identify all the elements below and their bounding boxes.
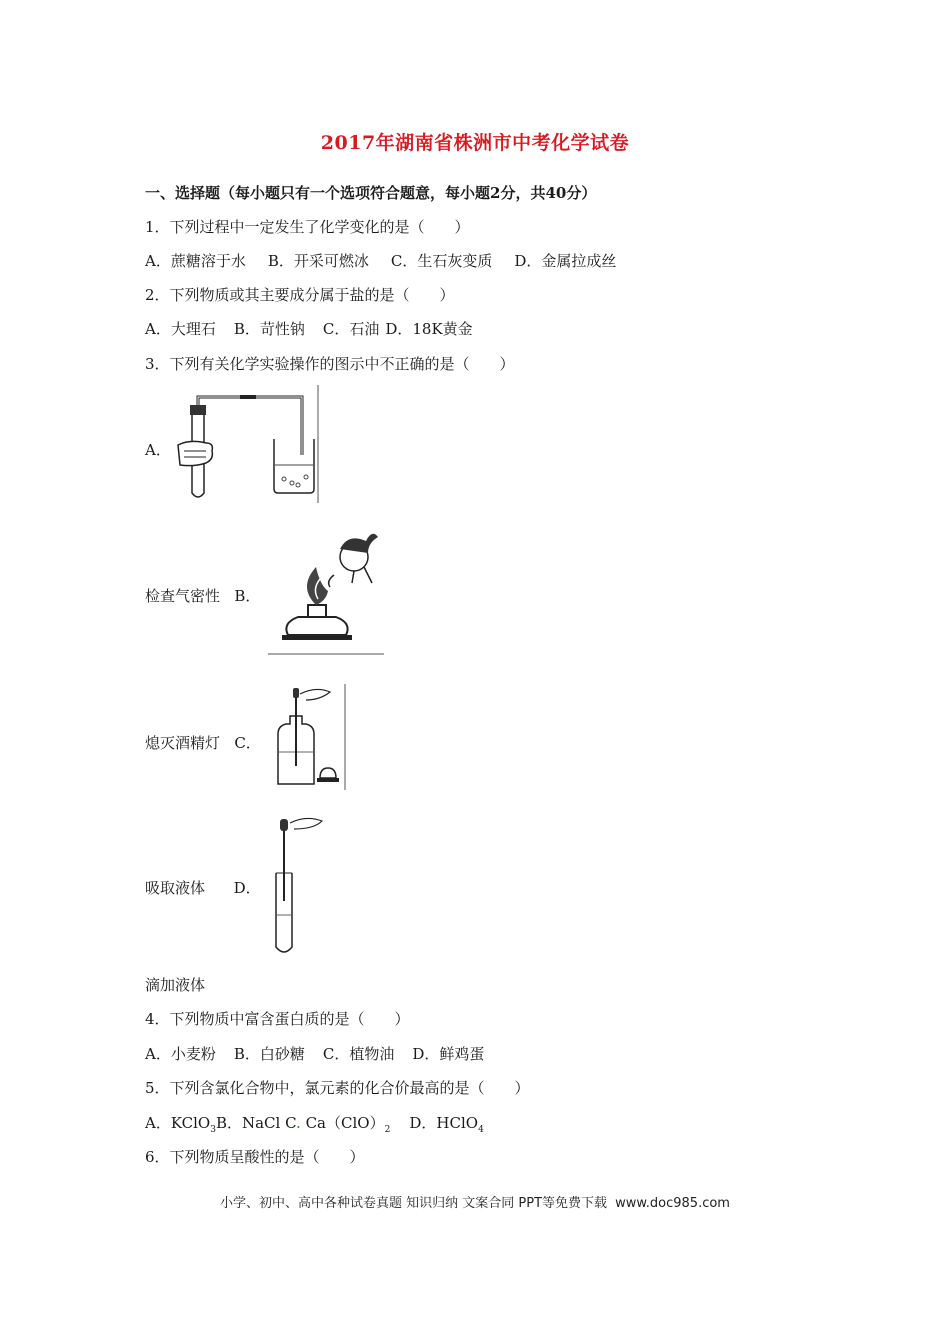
figure-dropper-bottle: [270, 684, 348, 792]
q5-option-d-text: D．HClO: [409, 1114, 479, 1132]
q2-option-c: C．石油: [322, 320, 380, 338]
question-1-options: [145, 251, 638, 271]
q1-option-d: D．金属拉成丝: [514, 252, 617, 270]
q4-option-d: D．鲜鸡蛋: [412, 1045, 485, 1063]
q3-caption-c-text: 吸取液体: [145, 879, 206, 897]
q5-option-a-text: A．KClO: [145, 1114, 211, 1132]
q1-option-b: B．开采可燃冰: [267, 252, 369, 270]
q4-option-c: C．植物油: [322, 1045, 395, 1063]
q4-option-b: B．白砂糖: [233, 1045, 305, 1063]
question-1-stem: 1．下列过程中一定发生了化学变化的是（ ）: [145, 218, 470, 236]
q1-option-c: C．生石灰变质: [390, 252, 493, 270]
page-footer: [0, 1192, 950, 1211]
q5-option-a-sub: 3: [210, 1125, 216, 1135]
q5-option-d: [409, 1114, 484, 1135]
q5-option-c-dot: .: [296, 1114, 301, 1132]
q4-option-a: A．小麦粉: [145, 1045, 216, 1063]
question-6-stem: 6．下列物质呈酸性的是（ ）: [145, 1148, 365, 1166]
q3-caption-d: 滴加液体: [145, 976, 206, 994]
q5-option-d-sub: 4: [478, 1125, 484, 1135]
q5-option-c: [300, 1114, 391, 1135]
q1-option-a: A．蔗糖溶于水: [145, 252, 246, 270]
q3-caption-b-text: 熄灭酒精灯: [145, 734, 221, 752]
question-4-options: [145, 1044, 506, 1064]
q3-caption-a-text: 检查气密性: [145, 587, 221, 605]
question-4-stem: 4．下列物质中富含蛋白质的是（ ）: [145, 1010, 410, 1028]
question-2-options: [145, 319, 495, 339]
q3-caption-c: [145, 878, 261, 898]
q3-label-d: D．: [233, 879, 261, 897]
q3-caption-b: [145, 733, 261, 753]
q5-option-b: B．NaCl C: [215, 1114, 297, 1132]
q5-option-a: [145, 1114, 216, 1135]
q5-option-c-text: Ca（ClO）: [300, 1114, 385, 1132]
q3-caption-a: [145, 586, 260, 606]
page-title: 2017年湖南省株洲市中考化学试卷: [320, 132, 630, 154]
question-5-options: [145, 1113, 484, 1140]
figure-alcohol-lamp: [268, 527, 386, 657]
q3-label-a: A．: [145, 441, 171, 459]
question-5-stem: 5．下列含氯化合物中，氯元素的化合价最高的是（ ）: [145, 1079, 530, 1097]
figure-dropper-test-tube: [270, 815, 340, 957]
q5-option-c-sub: 2: [384, 1125, 391, 1135]
section-heading: 一、选择题（每小题只有一个选项符合题意，每小题2分，共40分）: [145, 184, 597, 202]
footer-text: 小学、初中、高中各种试卷真题 知识归纳 文案合同 PPT等免费下载: [220, 1196, 608, 1211]
question-2-stem: 2．下列物质或其主要成分属于盐的是（ ）: [145, 286, 455, 304]
q3-label-c: C．: [234, 734, 261, 752]
figure-airtightness-check: [170, 385, 322, 505]
question-3-stem: 3．下列有关化学实验操作的图示中不正确的是（ ）: [145, 355, 515, 373]
q3-label-b: B．: [234, 587, 261, 605]
footer-url[interactable]: www.doc985.com: [615, 1196, 730, 1211]
q2-option-a: A．大理石: [145, 320, 216, 338]
q2-option-b: B．苛性钠: [233, 320, 305, 338]
q2-option-d: D．18K黄金: [385, 320, 473, 338]
